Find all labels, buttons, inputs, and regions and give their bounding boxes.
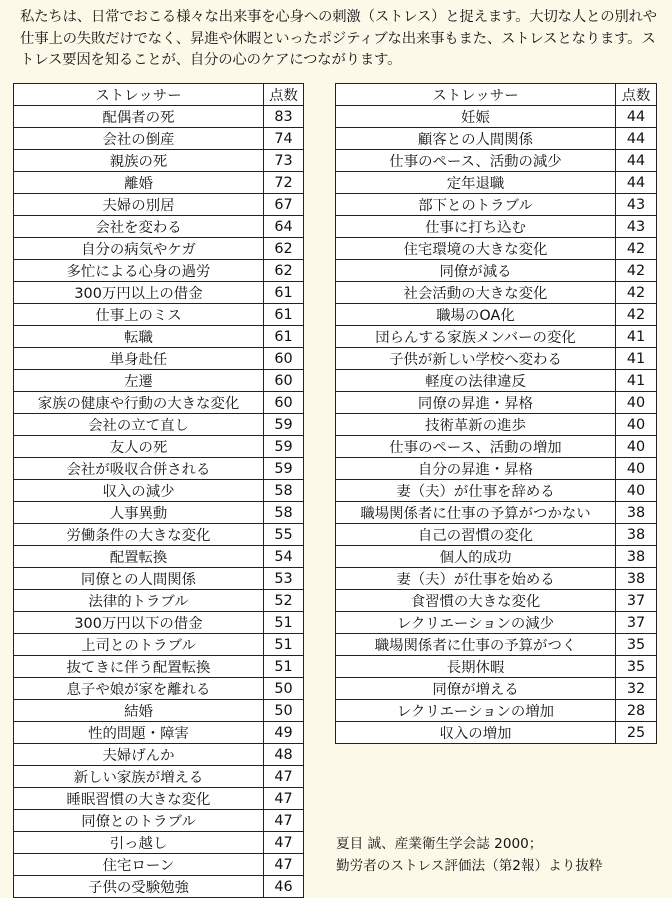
table-row <box>336 326 657 348</box>
stressor-name: 長期休暇 <box>336 656 616 678</box>
stressor-name: 自己の習慣の変化 <box>336 524 616 546</box>
stressor-name: 自分の昇進・昇格 <box>336 458 616 480</box>
table-row <box>336 458 657 480</box>
table-row <box>336 106 657 128</box>
stressor-name: 部下とのトラブル <box>336 194 616 216</box>
stressor-name: 団らんする家族メンバーの変化 <box>336 326 616 348</box>
header-score: 点数 <box>264 84 304 106</box>
header-stressor: ストレッサー <box>336 84 616 106</box>
stressor-name: 単身赴任 <box>14 348 264 370</box>
stressor-score: 35 <box>616 634 657 656</box>
table-row <box>336 260 657 282</box>
stressor-score: 51 <box>264 656 304 678</box>
stressor-name: 夫婦げんか <box>14 744 264 766</box>
stressor-name: 技術革新の進歩 <box>336 414 616 436</box>
table-row <box>14 788 304 810</box>
stressor-score: 37 <box>616 612 657 634</box>
table-row <box>14 700 304 722</box>
stressor-name: 息子や娘が家を離れる <box>14 678 264 700</box>
stressor-name: 同僚とのトラブル <box>14 810 264 832</box>
stressor-name: 個人的成功 <box>336 546 616 568</box>
stressor-score: 59 <box>264 458 304 480</box>
stressor-score: 52 <box>264 590 304 612</box>
stressor-score: 60 <box>264 348 304 370</box>
stressor-score: 40 <box>616 414 657 436</box>
table-row <box>336 612 657 634</box>
stressor-score: 58 <box>264 480 304 502</box>
stressor-score: 61 <box>264 326 304 348</box>
stressor-score: 62 <box>264 260 304 282</box>
stressor-table-right <box>335 83 657 744</box>
stressor-name: 職場関係者に仕事の予算がつく <box>336 634 616 656</box>
stressor-score: 72 <box>264 172 304 194</box>
stressor-score: 44 <box>616 128 657 150</box>
stressor-score: 53 <box>264 568 304 590</box>
table-header-row <box>336 84 657 106</box>
table-row <box>14 436 304 458</box>
table-row <box>336 524 657 546</box>
stressor-score: 47 <box>264 766 304 788</box>
stressor-name: 友人の死 <box>14 436 264 458</box>
table-row <box>14 348 304 370</box>
stressor-name: 会社を変わる <box>14 216 264 238</box>
stressor-name: 夫婦の別居 <box>14 194 264 216</box>
source-citation <box>336 834 666 877</box>
stressor-score: 44 <box>616 150 657 172</box>
stressor-name: 妻（夫）が仕事を辞める <box>336 480 616 502</box>
stressor-score: 73 <box>264 150 304 172</box>
stressor-name: 睡眠習慣の大きな変化 <box>14 788 264 810</box>
table-row <box>14 744 304 766</box>
stressor-score: 59 <box>264 414 304 436</box>
table-row <box>336 128 657 150</box>
table-row <box>14 172 304 194</box>
table-row <box>336 194 657 216</box>
table-row <box>14 590 304 612</box>
stressor-name: 収入の増加 <box>336 722 616 744</box>
stressor-score: 47 <box>264 810 304 832</box>
stressor-score: 51 <box>264 612 304 634</box>
stressor-rows-right <box>336 106 657 744</box>
stressor-score: 46 <box>264 876 304 898</box>
stressor-name: 社会活動の大きな変化 <box>336 282 616 304</box>
stressor-score: 61 <box>264 304 304 326</box>
table-row <box>336 392 657 414</box>
stressor-score: 60 <box>264 370 304 392</box>
stressor-score: 42 <box>616 260 657 282</box>
stressor-score: 43 <box>616 216 657 238</box>
stressor-score: 40 <box>616 480 657 502</box>
table-row <box>336 590 657 612</box>
stressor-score: 47 <box>264 832 304 854</box>
table-row <box>14 392 304 414</box>
stressor-score: 44 <box>616 106 657 128</box>
table-row <box>14 766 304 788</box>
stressor-name: 子供の受験勉強 <box>14 876 264 898</box>
table-row <box>14 832 304 854</box>
stressor-score: 40 <box>616 436 657 458</box>
stressor-name: 仕事上のミス <box>14 304 264 326</box>
table-row <box>14 194 304 216</box>
table-row <box>14 106 304 128</box>
stressor-name: 食習慣の大きな変化 <box>336 590 616 612</box>
stressor-score: 67 <box>264 194 304 216</box>
stressor-score: 47 <box>264 854 304 876</box>
table-row <box>14 370 304 392</box>
table-row <box>14 238 304 260</box>
table-row <box>14 128 304 150</box>
table-row <box>14 150 304 172</box>
stressor-name: 左遷 <box>14 370 264 392</box>
intro-text: 私たちは、日常でおこる様々な出来事を心身への刺激（ストレス）と捉えます。大切な人との別れや仕事上の失敗だけでなく、昇進や休暇といったポジティブな出来事もまた、ストレスとなります。ストレス要因を知ることが、自分の心のケアにつながります。 <box>20 9 657 68</box>
stressor-score: 32 <box>616 678 657 700</box>
table-row <box>14 854 304 876</box>
stressor-name: 新しい家族が増える <box>14 766 264 788</box>
table-row <box>336 700 657 722</box>
stressor-score: 64 <box>264 216 304 238</box>
stressor-score: 41 <box>616 348 657 370</box>
stressor-name: 仕事のペース、活動の減少 <box>336 150 616 172</box>
stressor-score: 38 <box>616 524 657 546</box>
stressor-name: 引っ越し <box>14 832 264 854</box>
table-row <box>14 722 304 744</box>
stressor-score: 47 <box>264 788 304 810</box>
stressor-name: 住宅ローン <box>14 854 264 876</box>
stressor-score: 83 <box>264 106 304 128</box>
stressor-name: 配置転換 <box>14 546 264 568</box>
stressor-name: 労働条件の大きな変化 <box>14 524 264 546</box>
table-row <box>14 810 304 832</box>
stressor-score: 38 <box>616 502 657 524</box>
stressor-score: 38 <box>616 546 657 568</box>
stressor-name: 軽度の法律違反 <box>336 370 616 392</box>
stressor-score: 50 <box>264 700 304 722</box>
stressor-score: 55 <box>264 524 304 546</box>
stressor-score: 62 <box>264 238 304 260</box>
stressor-name: 同僚が増える <box>336 678 616 700</box>
table-row <box>14 282 304 304</box>
table-row <box>14 458 304 480</box>
stressor-score: 41 <box>616 326 657 348</box>
header-stressor: ストレッサー <box>14 84 264 106</box>
table-row <box>336 414 657 436</box>
stressor-name: 抜てきに伴う配置転換 <box>14 656 264 678</box>
source-line-1: 夏目 誠、産業衛生学会誌 2000； <box>336 836 543 852</box>
stressor-name: 人事異動 <box>14 502 264 524</box>
table-row <box>14 568 304 590</box>
stressor-name: 法律的トラブル <box>14 590 264 612</box>
table-row <box>336 656 657 678</box>
stressor-name: 家族の健康や行動の大きな変化 <box>14 392 264 414</box>
stressor-name: レクリエーションの減少 <box>336 612 616 634</box>
stressor-score: 41 <box>616 370 657 392</box>
stressor-name: 上司とのトラブル <box>14 634 264 656</box>
table-row <box>336 282 657 304</box>
stressor-name: 結婚 <box>14 700 264 722</box>
stressor-score: 61 <box>264 282 304 304</box>
table-row <box>14 480 304 502</box>
stressor-name: 職場のOA化 <box>336 304 616 326</box>
table-row <box>336 480 657 502</box>
stressor-name: 仕事に打ち込む <box>336 216 616 238</box>
stressor-name: 配偶者の死 <box>14 106 264 128</box>
table-row <box>14 414 304 436</box>
stressor-rows-left <box>14 106 304 898</box>
table-row <box>14 304 304 326</box>
stressor-score: 40 <box>616 458 657 480</box>
stressor-score: 40 <box>616 392 657 414</box>
stressor-score: 44 <box>616 172 657 194</box>
table-row <box>336 502 657 524</box>
table-row <box>14 326 304 348</box>
stressor-score: 50 <box>264 678 304 700</box>
table-row <box>336 304 657 326</box>
stressor-name: 同僚が減る <box>336 260 616 282</box>
table-row <box>336 348 657 370</box>
table-row <box>336 568 657 590</box>
stressor-score: 60 <box>264 392 304 414</box>
stressor-score: 54 <box>264 546 304 568</box>
stressor-name: 住宅環境の大きな変化 <box>336 238 616 260</box>
stressor-name: 300万円以下の借金 <box>14 612 264 634</box>
stressor-score: 42 <box>616 282 657 304</box>
stressor-score: 42 <box>616 304 657 326</box>
header-score: 点数 <box>616 84 657 106</box>
stressor-score: 25 <box>616 722 657 744</box>
table-row <box>336 172 657 194</box>
stressor-score: 35 <box>616 656 657 678</box>
stressor-name: 仕事のペース、活動の増加 <box>336 436 616 458</box>
table-header-row <box>14 84 304 106</box>
stressor-name: 妊娠 <box>336 106 616 128</box>
stressor-name: 定年退職 <box>336 172 616 194</box>
table-row <box>336 238 657 260</box>
table-row <box>14 546 304 568</box>
stressor-name: 300万円以上の借金 <box>14 282 264 304</box>
stressor-score: 49 <box>264 722 304 744</box>
stressor-name: レクリエーションの増加 <box>336 700 616 722</box>
stressor-name: 同僚との人間関係 <box>14 568 264 590</box>
stressor-score: 28 <box>616 700 657 722</box>
table-row <box>336 370 657 392</box>
table-row <box>336 722 657 744</box>
stressor-score: 43 <box>616 194 657 216</box>
stressor-score: 51 <box>264 634 304 656</box>
table-row <box>14 524 304 546</box>
table-row <box>336 678 657 700</box>
stressor-name: 自分の病気やケガ <box>14 238 264 260</box>
table-row <box>14 216 304 238</box>
stressor-name: 子供が新しい学校へ変わる <box>336 348 616 370</box>
table-row <box>336 546 657 568</box>
stressor-score: 58 <box>264 502 304 524</box>
table-row <box>14 678 304 700</box>
stressor-name: 離婚 <box>14 172 264 194</box>
stressor-name: 職場関係者に仕事の予算がつかない <box>336 502 616 524</box>
table-row <box>336 634 657 656</box>
table-row <box>14 656 304 678</box>
stressor-name: 会社が吸収合併される <box>14 458 264 480</box>
stressor-score: 37 <box>616 590 657 612</box>
table-row <box>14 260 304 282</box>
stressor-name: 妻（夫）が仕事を始める <box>336 568 616 590</box>
stressor-name: 顧客との人間関係 <box>336 128 616 150</box>
stressor-name: 同僚の昇進・昇格 <box>336 392 616 414</box>
stressor-name: 収入の減少 <box>14 480 264 502</box>
table-row <box>336 216 657 238</box>
stressor-name: 会社の立て直し <box>14 414 264 436</box>
stressor-score: 48 <box>264 744 304 766</box>
table-row <box>336 150 657 172</box>
table-row <box>14 612 304 634</box>
stressor-name: 転職 <box>14 326 264 348</box>
stressor-name: 性的問題・障害 <box>14 722 264 744</box>
stressor-score: 74 <box>264 128 304 150</box>
stressor-score: 42 <box>616 238 657 260</box>
table-row <box>14 634 304 656</box>
source-line-2: 勤労者のストレス評価法（第2報）より抜粋 <box>336 857 603 874</box>
table-row <box>14 502 304 524</box>
table-row <box>14 876 304 898</box>
stressor-score: 38 <box>616 568 657 590</box>
stressor-score: 59 <box>264 436 304 458</box>
stressor-table-left <box>13 83 304 898</box>
stressor-name: 多忙による心身の過労 <box>14 260 264 282</box>
stressor-name: 親族の死 <box>14 150 264 172</box>
table-row <box>336 436 657 458</box>
stressor-name: 会社の倒産 <box>14 128 264 150</box>
